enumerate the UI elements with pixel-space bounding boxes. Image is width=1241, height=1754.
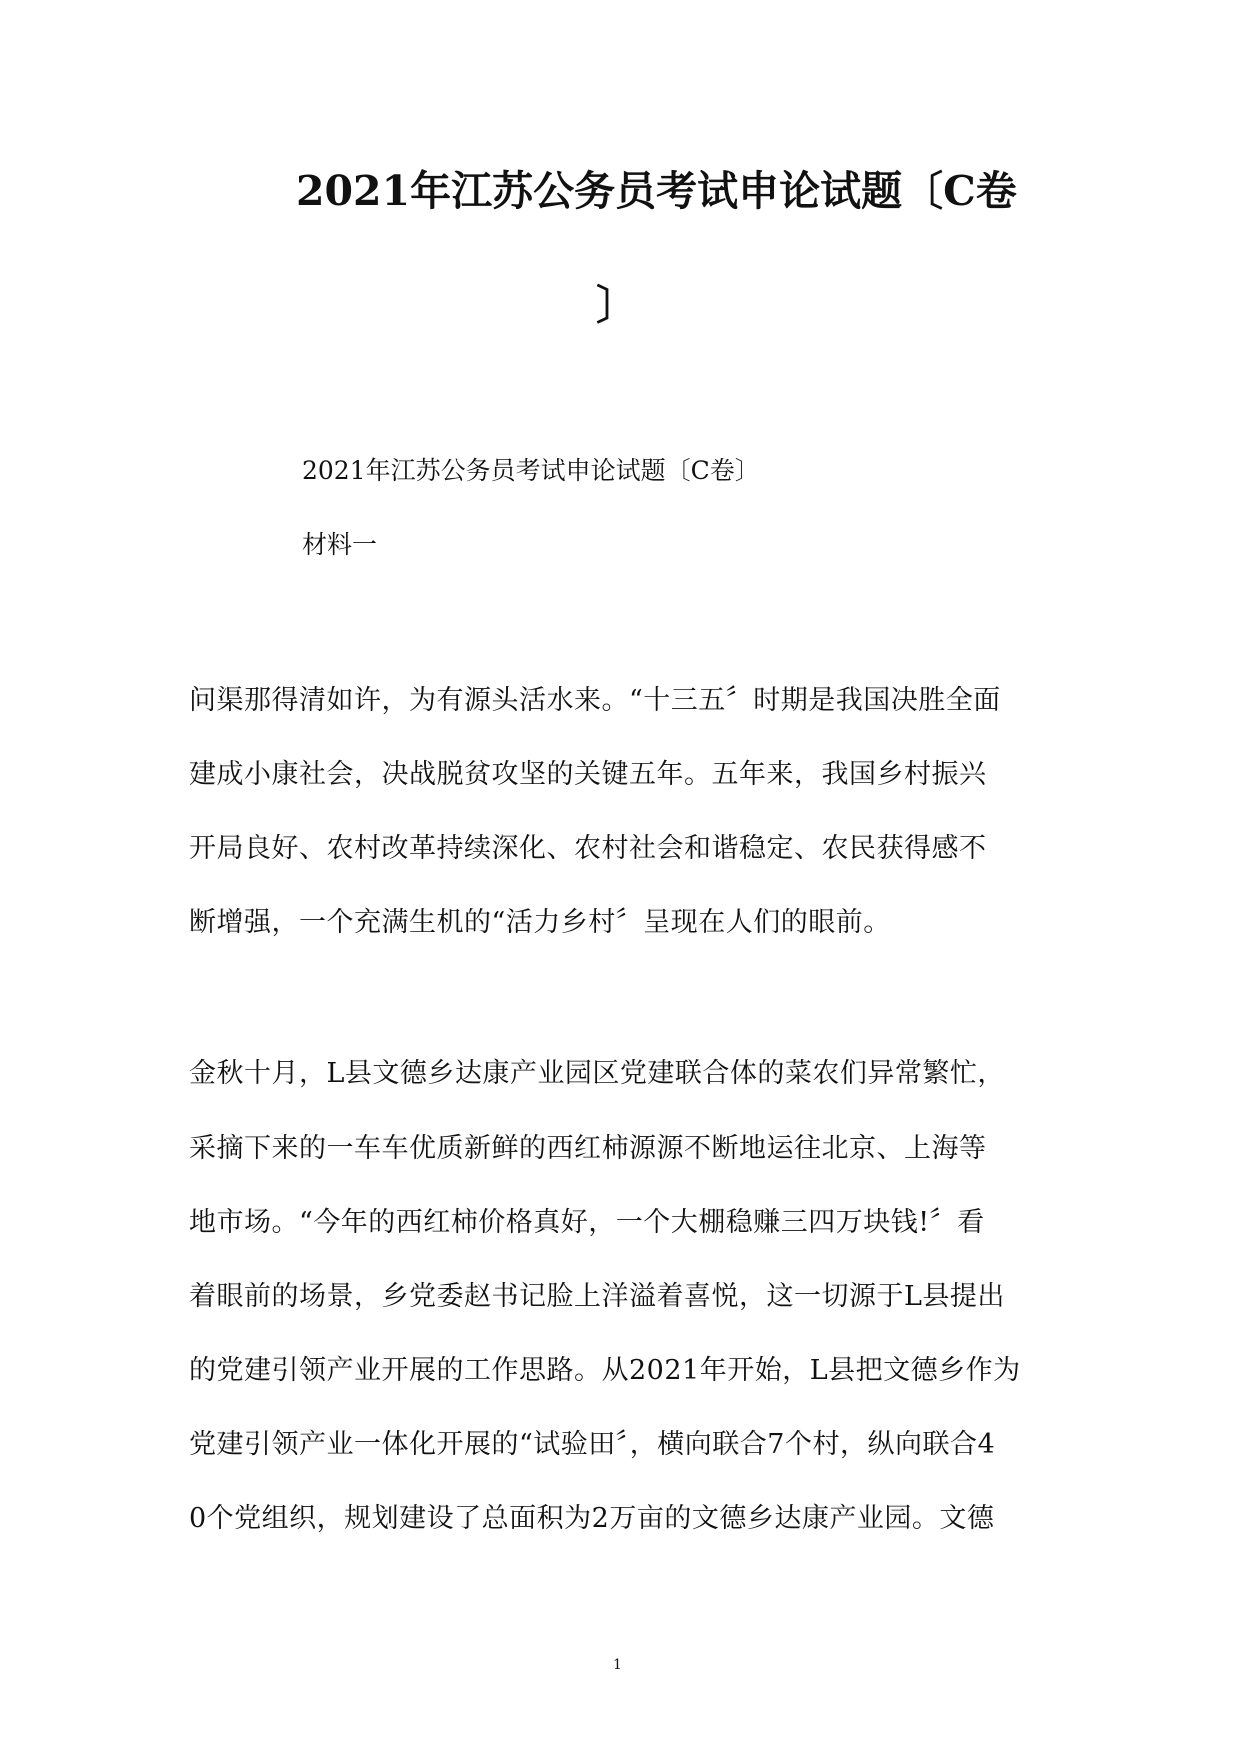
document-subtitle: 2021年江苏公务员考试申论试题〔C卷〕 (302, 456, 760, 485)
paragraph-1-line: 建成小康社会，决战脱贫攻坚的关键五年。五年来，我国乡村振兴 (189, 759, 987, 790)
paragraph-2-line: 0个党组织，规划建设了总面积为2万亩的文德乡达康产业园。文德 (189, 1503, 995, 1534)
paragraph-1-line: 开局良好、农村改革持续深化、农村社会和谐稳定、农民获得感不 (189, 833, 987, 864)
paragraph-2-line: 党建引领产业一体化开展的“试验田〞，横向联合7个村，纵向联合4 (189, 1429, 996, 1460)
paragraph-2-line: 采摘下来的一车车优质新鲜的西红柿源源不断地运往北京、上海等 (189, 1133, 987, 1164)
material-label: 材料一 (302, 530, 378, 559)
paragraph-2-line: 地市场。“今年的西红柿价格真好，一个大棚稳赚三四万块钱!〞看 (189, 1207, 985, 1238)
paragraph-1-line: 断增强，一个充满生机的“活力乡村〞呈现在人们的眼前。 (189, 907, 891, 938)
paragraph-2-line: 的党建引领产业开展的工作思路。从2021年开始，L县把文德乡作为 (189, 1355, 1021, 1386)
paragraph-2-line: 着眼前的场景，乡党委赵书记脸上洋溢着喜悦，这一切源于L县提出 (189, 1281, 1005, 1312)
paragraph-2-line: 金秋十月，L县文德乡达康产业园区党建联合体的菜农们异常繁忙， (189, 1058, 1005, 1089)
document-title-line-2: 〕 (596, 281, 637, 329)
paragraph-1-line: 问渠那得清如许，为有源头活水来。“十三五〞时期是我国决胜全面 (189, 685, 1001, 716)
page-number: 1 (613, 1657, 622, 1673)
document-title-line-1: 2021年江苏公务员考试申论试题〔C卷 (296, 167, 1017, 215)
